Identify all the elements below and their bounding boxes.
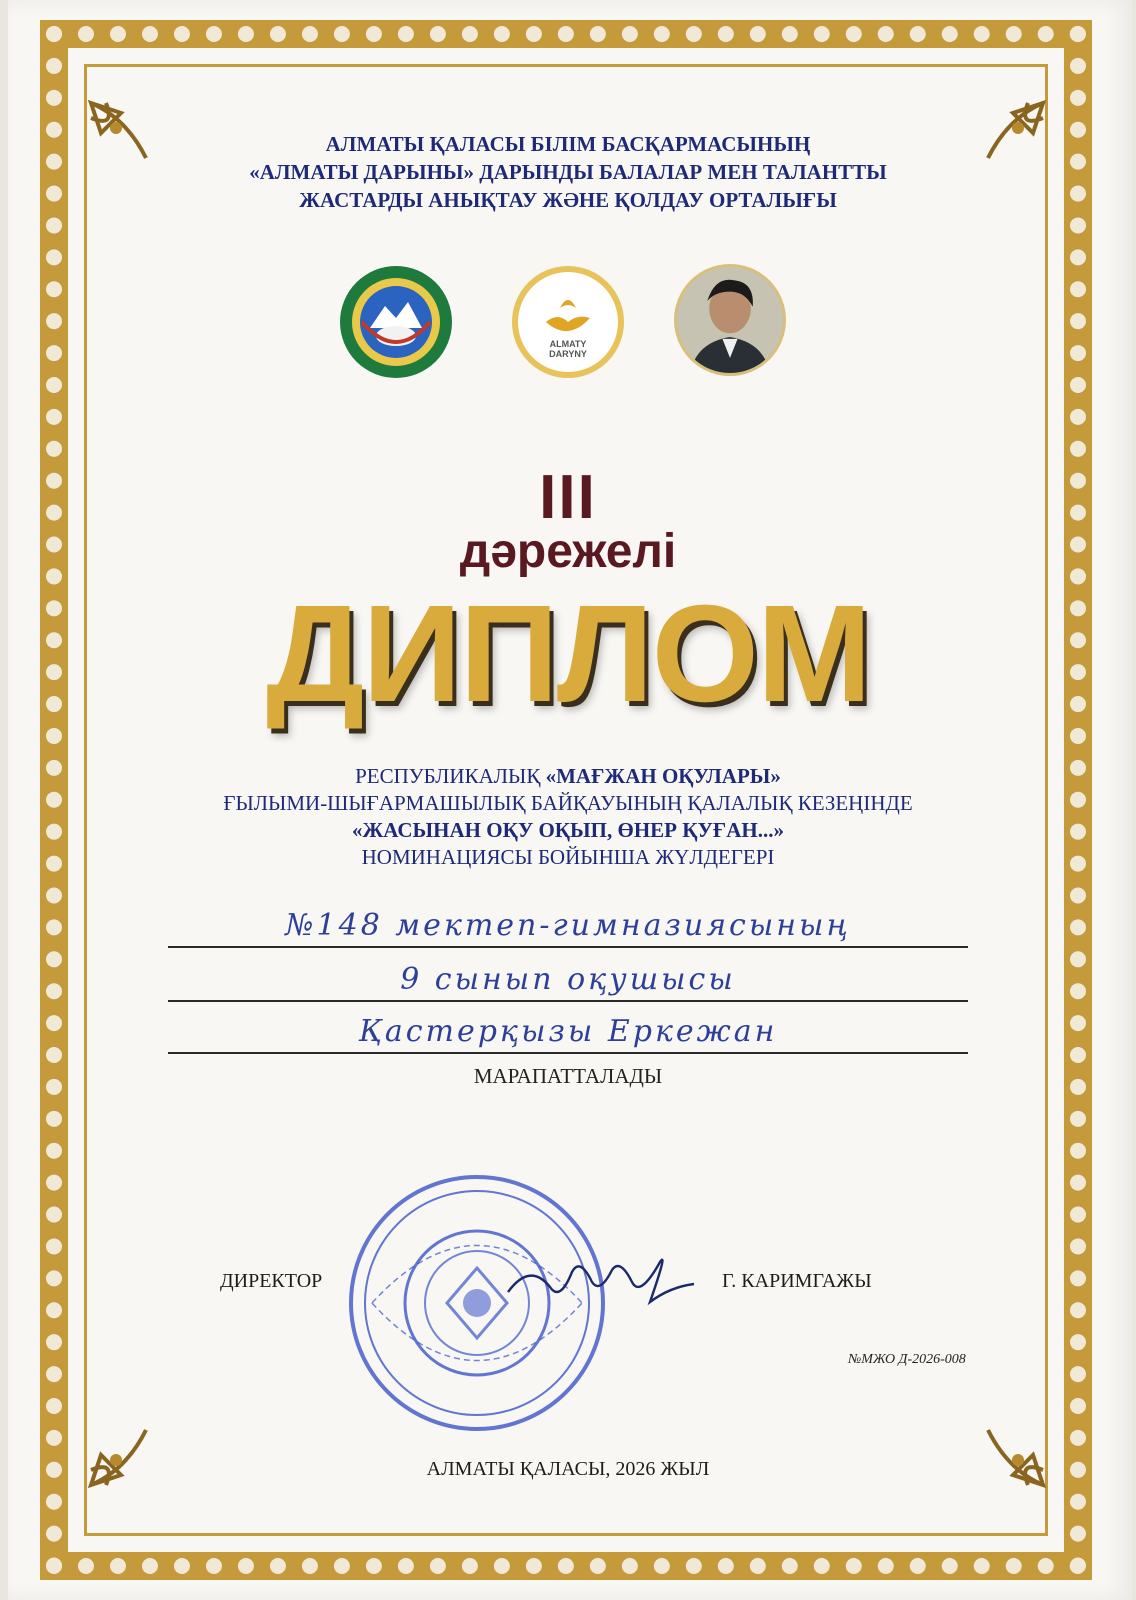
issuer-header (0, 130, 1136, 214)
serial-number: №МЖО Д-2026-008 (848, 1352, 966, 1367)
handwritten-school: №148 мектеп-гимназиясының (285, 908, 851, 943)
handwritten-name: Қастерқызы Еркежан (358, 1014, 778, 1049)
award-line-4: НОМИНАЦИЯСЫ БОЙЫНША ЖҮЛДЕГЕРІ (361, 845, 775, 869)
director-label: ДИРЕКТОР (220, 1270, 323, 1292)
almaty-emblem-icon (340, 266, 452, 378)
portrait-icon (674, 264, 786, 376)
fill-line-3 (168, 1052, 968, 1054)
signer-name: Г. КАРИМГАЖЫ (722, 1270, 872, 1292)
award-line-1 (0, 763, 1136, 790)
logo-text-2: DARYNY (549, 349, 587, 359)
fill-line-2 (168, 1000, 968, 1002)
award-line-3: «ЖАСЫНАН ОҚУ ОҚЫП, ӨНЕР ҚУҒАН...» (352, 818, 784, 842)
degree-number: III (539, 463, 597, 532)
issuer-line-3: ЖАСТАРДЫ АНЫҚТАУ ЖӘНЕ ҚОЛДАУ ОРТАЛЫҒЫ (299, 188, 837, 212)
award-line-1-bold: «МАҒЖАН ОҚУЛАРЫ» (545, 764, 781, 788)
fill-line-1 (168, 946, 968, 948)
logo-text-1: ALMATY (549, 339, 587, 349)
diploma-title: ДИПЛОМ (266, 577, 870, 731)
logo-row (0, 262, 1136, 382)
degree-word: дәрежелі (459, 525, 677, 578)
award-description (0, 763, 1136, 871)
awarded-label: МАРАПАТТАЛАДЫ (473, 1064, 663, 1088)
award-line-1-prefix: РЕСПУБЛИКАЛЫҚ (355, 764, 546, 788)
issuer-line-2: «АЛМАТЫ ДАРЫНЫ» ДАРЫНДЫ БАЛАЛАР МЕН ТАЛАНТТЫ (249, 160, 887, 184)
handwritten-class: 9 сынып оқушысы (400, 962, 736, 997)
almaty-daryny-logo-icon (512, 266, 624, 378)
award-line-2: ҒЫЛЫМИ-ШЫҒАРМАШЫЛЫҚ БАЙҚАУЫНЫҢ ҚАЛАЛЫҚ КЕЗЕҢІНДЕ (223, 791, 913, 815)
place-year-footer: АЛМАТЫ ҚАЛАСЫ, 2026 ЖЫЛ (426, 1458, 710, 1480)
director-signature-icon (500, 1232, 700, 1322)
issuer-line-1: АЛМАТЫ ҚАЛАСЫ БІЛІМ БАСҚАРМАСЫНЫҢ (325, 132, 811, 156)
